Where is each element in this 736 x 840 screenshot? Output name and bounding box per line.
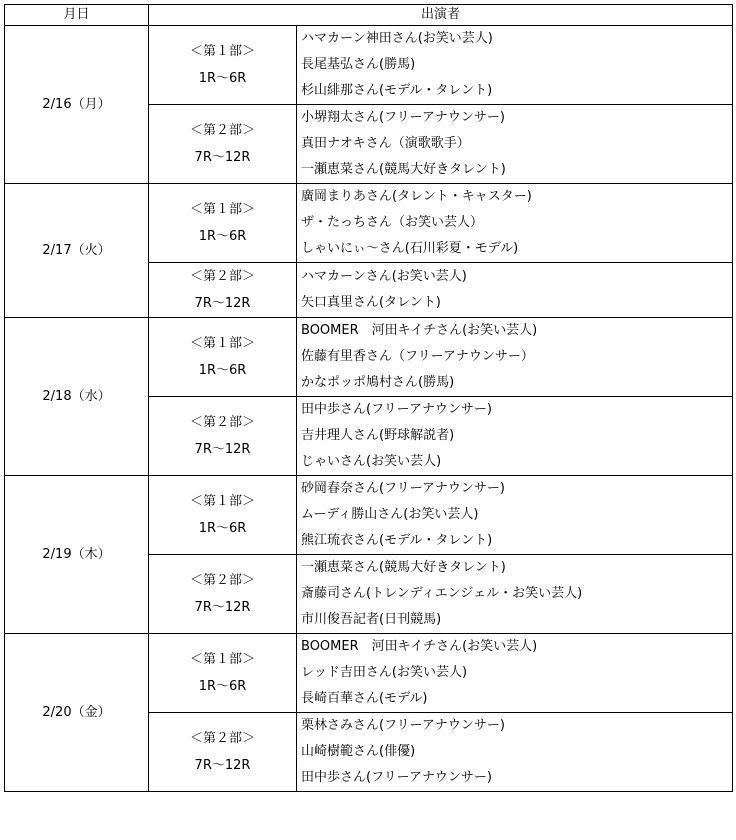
session-cell [149, 263, 297, 318]
race-range: 1R～6R [198, 679, 247, 694]
table-row [5, 476, 733, 555]
session-label: ＜第１部＞ [189, 202, 255, 217]
header-performers: 出演者 [149, 5, 733, 26]
race-range: 7R～12R [194, 150, 251, 165]
performers-cell [297, 263, 733, 318]
race-range: 7R～12R [194, 442, 251, 457]
session-label: ＜第１部＞ [189, 44, 255, 59]
race-range: 7R～12R [194, 296, 251, 311]
session-cell [149, 397, 297, 476]
table-row [5, 634, 733, 713]
performer-name: 真田ナオキさん（演歌歌手） [301, 136, 470, 151]
session-label: ＜第１部＞ [189, 336, 255, 351]
performer-name: じゃいさん(お笑い芸人) [301, 454, 442, 469]
performers-cell [297, 476, 733, 555]
performer-name: 長尾基弘さん(勝馬) [301, 57, 416, 72]
performers-cell [297, 184, 733, 263]
performer-name: 一瀬恵菜さん(競馬大好きタレント) [301, 560, 506, 575]
performer-name: しゃいにぃ～さん(石川彩夏・モデル) [301, 241, 519, 256]
header-row [5, 5, 733, 26]
table-body [5, 26, 733, 792]
performers-cell [297, 105, 733, 184]
session-label: ＜第１部＞ [189, 494, 255, 509]
session-label: ＜第２部＞ [189, 573, 255, 588]
performer-name: 山崎樹範さん(俳優) [301, 744, 416, 759]
date-cell: 2/20（金） [5, 634, 149, 792]
session-cell [149, 713, 297, 792]
race-range: 1R～6R [198, 71, 247, 86]
performer-name: BOOMER 河田キイチさん(お笑い芸人) [301, 323, 538, 338]
table-header [5, 5, 733, 26]
session-label: ＜第１部＞ [189, 652, 255, 667]
performer-name: 佐藤有里香さん（フリーアナウンサー） [301, 349, 534, 364]
session-label: ＜第２部＞ [189, 269, 255, 284]
header-date: 月日 [5, 5, 149, 26]
table-row [5, 318, 733, 397]
performer-name: 熊江琉衣さん(モデル・タレント) [301, 533, 493, 548]
schedule-table [4, 4, 733, 792]
table-row [5, 184, 733, 263]
performer-name: 市川俊吾記者(日刊競馬) [301, 612, 442, 627]
performer-name: レッド吉田さん(お笑い芸人) [301, 665, 468, 680]
session-label: ＜第２部＞ [189, 123, 255, 138]
performer-name: ムーディ勝山さん(お笑い芸人) [301, 507, 479, 522]
performers-cell [297, 634, 733, 713]
performer-name: 斎藤司さん(トレンディエンジェル・お笑い芸人) [301, 586, 583, 601]
performer-name: 廣岡まりあさん(タレント・キャスター) [301, 189, 532, 204]
performer-name: BOOMER 河田キイチさん(お笑い芸人) [301, 639, 538, 654]
date-cell: 2/19（木） [5, 476, 149, 634]
performer-name: 栗林さみさん(フリーアナウンサー) [301, 718, 505, 733]
session-cell [149, 555, 297, 634]
performer-name: 砂岡春奈さん(フリーアナウンサー) [301, 481, 505, 496]
table-row [5, 26, 733, 105]
performer-name: 田中歩さん(フリーアナウンサー) [301, 402, 492, 417]
performers-cell [297, 397, 733, 476]
performer-name: 一瀬恵菜さん(競馬大好きタレント) [301, 162, 506, 177]
session-cell [149, 318, 297, 397]
session-cell [149, 105, 297, 184]
session-cell [149, 184, 297, 263]
performer-name: 杉山緋那さん(モデル・タレント) [301, 83, 493, 98]
performer-name: かなポッポ鳩村さん(勝馬) [301, 375, 455, 390]
performers-cell [297, 26, 733, 105]
performer-name: 田中歩さん(フリーアナウンサー) [301, 770, 492, 785]
session-cell [149, 26, 297, 105]
performer-name: 小堺翔太さん(フリーアナウンサー) [301, 110, 505, 125]
performer-name: ザ・たっちさん（お笑い芸人） [301, 215, 484, 230]
date-cell: 2/17（火） [5, 184, 149, 318]
race-range: 7R～12R [194, 758, 251, 773]
performer-name: 矢口真里さん(タレント) [301, 295, 441, 310]
date-cell: 2/16（月） [5, 26, 149, 184]
race-range: 1R～6R [198, 521, 247, 536]
session-label: ＜第２部＞ [189, 731, 255, 746]
race-range: 1R～6R [198, 229, 247, 244]
performers-cell [297, 318, 733, 397]
performer-name: ハマカーン神田さん(お笑い芸人) [301, 31, 493, 46]
performer-name: ハマカーンさん(お笑い芸人) [301, 269, 467, 284]
performer-name: 長崎百華さん(モデル) [301, 691, 428, 706]
race-range: 1R～6R [198, 363, 247, 378]
session-label: ＜第２部＞ [189, 415, 255, 430]
session-cell [149, 476, 297, 555]
performer-name: 吉井理人さん(野球解説者) [301, 428, 455, 443]
date-cell: 2/18（水） [5, 318, 149, 476]
performers-cell [297, 713, 733, 792]
performers-cell [297, 555, 733, 634]
race-range: 7R～12R [194, 600, 251, 615]
session-cell [149, 634, 297, 713]
